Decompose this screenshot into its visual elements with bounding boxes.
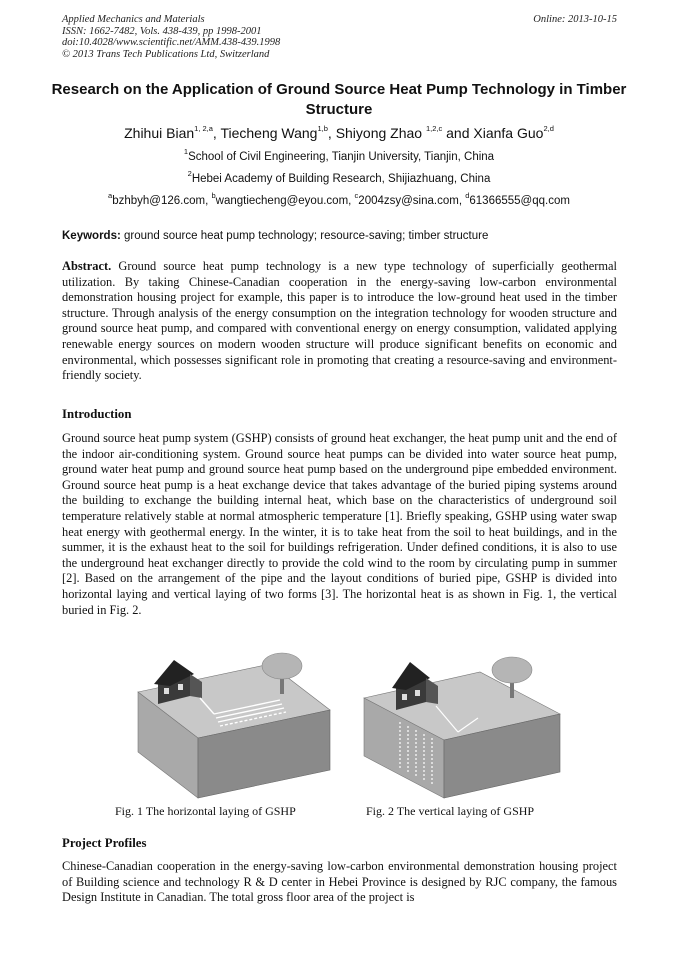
email-list xyxy=(40,191,638,208)
affiliation-1 xyxy=(40,147,638,164)
figure-vertical-gshp xyxy=(360,652,565,800)
author-sup: 1,b xyxy=(317,124,328,134)
abstract-label: Abstract. xyxy=(62,259,112,273)
email-sup: c xyxy=(354,191,359,201)
project-profiles-heading: Project Profiles xyxy=(62,836,147,850)
figure-1-caption: Fig. 1 The horizontal laying of GSHP xyxy=(115,804,296,818)
online-date: Online: 2013-10-15 xyxy=(533,14,617,25)
affiliation-text: School of Civil Engineering, Tianjin University, Tianjin, China xyxy=(188,151,495,163)
email-text[interactable]: wangtiecheng@eyou.com, xyxy=(215,195,355,207)
email-text[interactable]: bzhbyh@126.com, xyxy=(112,195,212,207)
abstract-paragraph xyxy=(62,259,617,384)
keywords-label: Keywords: xyxy=(62,230,121,242)
journal-header xyxy=(62,14,617,60)
author-sep: , xyxy=(327,125,336,141)
email-text[interactable]: 2004zsy@sina.com, xyxy=(358,195,466,207)
affiliation-text: Hebei Academy of Building Research, Shijiazhuang, China xyxy=(191,173,491,185)
house-icon xyxy=(392,662,438,710)
affiliation-sup: 1 xyxy=(183,147,189,157)
project-profiles-paragraph: Chinese-Canadian cooperation in the energy-saving low-carbon environmental demonstration housing project of Building science and technology R & D center in Hebei Province is designed by RJC company, the famous Design Institute in Canadian. The total gross floor area of the project is xyxy=(62,859,617,905)
keywords-line xyxy=(62,229,618,243)
doi-line[interactable]: doi:10.4028/www.scientific.net/AMM.438-439.1998 xyxy=(62,37,281,49)
author-sup: 1,2,c xyxy=(425,124,443,134)
email-sup: b xyxy=(211,191,216,201)
figure-horizontal-gshp xyxy=(130,652,335,800)
figure-2-caption: Fig. 2 The vertical laying of GSHP xyxy=(366,804,535,818)
introduction-paragraph: Ground source heat pump system (GSHP) consists of ground heat exchanger, the heat pump unit and the end of the indoor air-conditioning system. Ground source heat pumps can be divided into water source heat pump, ground water heat pump and ground source heat pump based on the underground pipe embedded environment. Ground source heat pump is a heat exchange device that takes advantage of the buried piping systems around the building to exchange the building internal heat, which base on the characteristics of underground soil temperature relatively stable at normal atmospheric temperature [1]. Briefly speaking, GSHP using water swap heat energy with geothermal energy. In the winter, it is to take heat from the soil to heat buildings, and in the summer, it is the exhaust heat to the soil for buildings refrigeration. Under defined conditions, it is also to use the underground heat exchanger directly to provide the cold wind to the room by circulating pump in summer [2]. Based on the arrangement of the pipe and the layout conditions of buried pipe, GSHP is divided into horizontal laying and vertical laying of two forms [3]. The horizontal heat is as shown in Fig. 1, the vertical buried in Fig. 2. xyxy=(62,431,617,617)
abstract-text: Ground source heat pump technology is a new type technology of superficially geothermal utilization. By taking Chinese-Canadian cooperation in the energy-saving low-carbon environmental demonstration housing project for example, this paper is to introduce the low-ground heat used in the timber structure. Through analysis of the energy consumption on the integration technology for wooden structure and ground source heat pump, and compared with conventional energy on energy consumption, validated applying renewable energy sources on modern wooden structure will produce significant benefits on economic and environmental, which possesses significant role in promoting that creating a resource-saving and environment-friendly society. xyxy=(62,259,617,383)
copyright-line: © 2013 Trans Tech Publications Ltd, Switzerland xyxy=(62,48,270,60)
author-name: Tiecheng Wang xyxy=(220,125,318,141)
email-sup: d xyxy=(465,191,470,201)
author-sep: , xyxy=(212,125,221,141)
author-name: Xianfa Guo xyxy=(473,125,544,141)
author-name: Zhihui Bian xyxy=(124,125,195,141)
author-name: Shiyong Zhao xyxy=(335,125,426,141)
paper-title: Research on the Application of Ground Source Heat Pump Technology in Timber Structure xyxy=(51,81,627,118)
email-text[interactable]: 61366555@qq.com xyxy=(469,195,570,207)
author-sup: 1, 2,a xyxy=(194,124,213,134)
author-sep: and xyxy=(442,125,474,141)
journal-name: Applied Mechanics and Materials xyxy=(62,14,205,25)
author-list xyxy=(40,124,638,142)
keywords-text: ground source heat pump technology; resource-saving; timber structure xyxy=(124,230,489,242)
affiliation-sup: 2 xyxy=(187,169,192,179)
author-sup: 2,d xyxy=(543,124,554,134)
introduction-heading: Introduction xyxy=(62,407,132,421)
issn-line: ISSN: 1662-7482, Vols. 438-439, pp 1998-2001 xyxy=(62,25,262,37)
email-sup: a xyxy=(108,191,113,201)
affiliation-2 xyxy=(40,169,638,186)
